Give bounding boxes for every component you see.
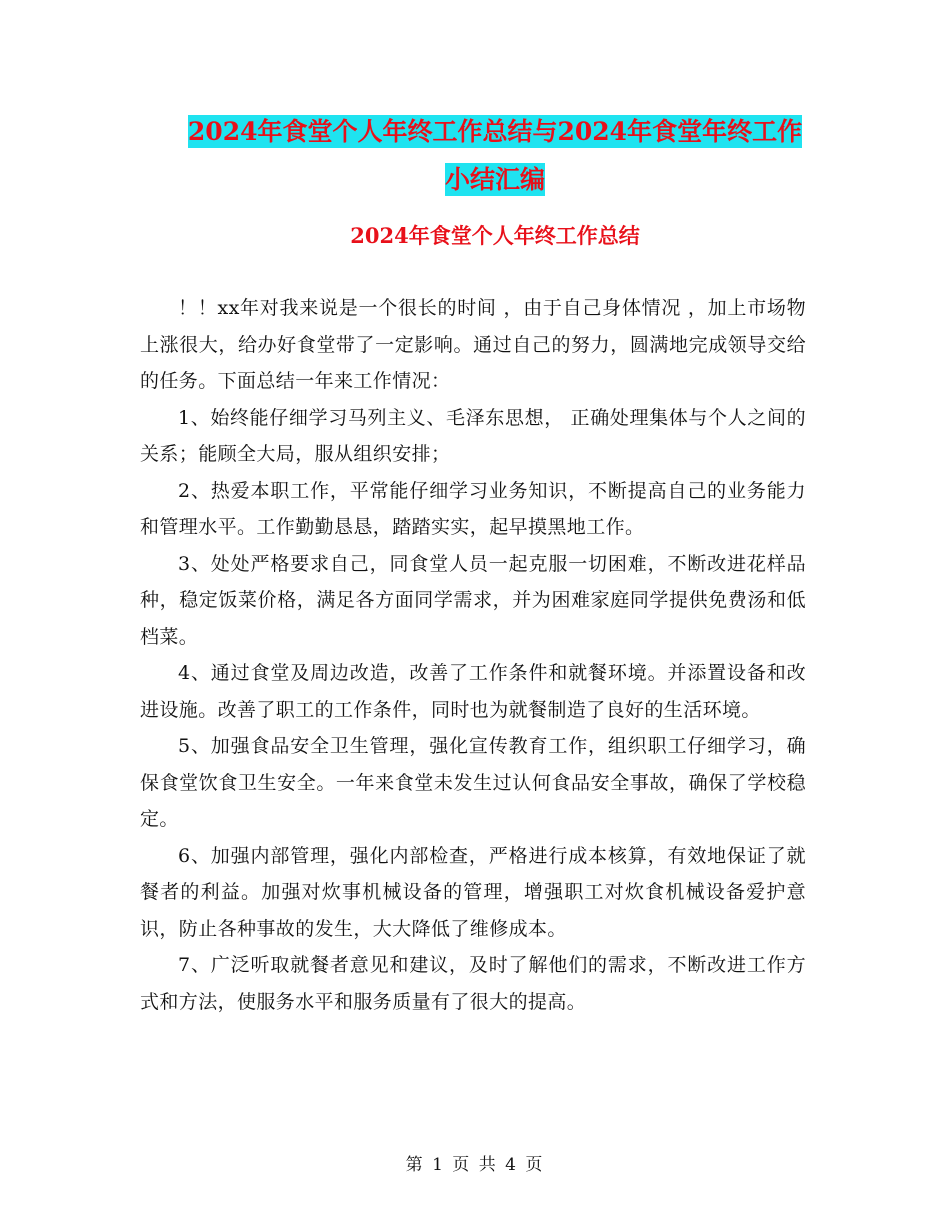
paragraph-item-7: 7、广泛听取就餐者意见和建议，及时了解他们的需求，不断改进工作方式和方法，使服务水平和服务质量有了很大的提高。 <box>140 954 806 1013</box>
section-title: 2024年食堂个人年终工作总结 <box>350 223 640 248</box>
paragraph-item-2: 2、热爱本职工作，平常能仔细学习业务知识，不断提高自己的业务能力和管理水平。工作勤勤恳恳，踏踏实实，起早摸黑地工作。 <box>140 479 806 538</box>
document-title <box>140 108 850 204</box>
document-title-line2: 小结汇编 <box>444 165 545 194</box>
document-title-line1: 2024年食堂个人年终工作总结与2024年食堂年终工作 <box>187 117 803 146</box>
paragraph-item-4: 4、通过食堂及周边改造，改善了工作条件和就餐环境。并添置设备和改进设施。改善了职工的工作条件，同时也为就餐制造了良好的生活环境。 <box>140 662 806 721</box>
paragraph-intro: ！！xx年对我来说是一个很长的时间 ，由于自己身体情况 ，加上市场物上涨很大，给办好食堂带了一定影响。通过自己的努力，圆满地完成领导交给的任务。下面总结一年来工作情况： <box>140 297 806 392</box>
paragraph-item-1: 1、始终能仔细学习马列主义、毛泽东思想， 正确处理集体与个人之间的关系；能顾全大局，服从组织安排； <box>140 406 806 465</box>
paragraph-item-5: 5、加强食品安全卫生管理，强化宣传教育工作，组织职工仔细学习，确保食堂饮食卫生安全。一年来食堂未发生过认何食品安全事故，确保了学校稳定。 <box>140 735 806 830</box>
document-body <box>140 290 806 1020</box>
paragraph-item-3: 3、处处严格要求自己，同食堂人员一起克服一切困难，不断改进花样品种，稳定饭菜价格，满足各方面同学需求，并为困难家庭同学提供免费汤和低档菜。 <box>140 552 806 648</box>
page-number-footer: 第 1 页 共 4 页 <box>405 1155 545 1175</box>
paragraph-item-6: 6、加强内部管理，强化内部检查，严格进行成本核算，有效地保证了就餐者的利益。加强对炊事机械设备的管理，增强职工对炊食机械设备爱护意识，防止各种事故的发生，大大降低了维修成本。 <box>140 844 806 940</box>
